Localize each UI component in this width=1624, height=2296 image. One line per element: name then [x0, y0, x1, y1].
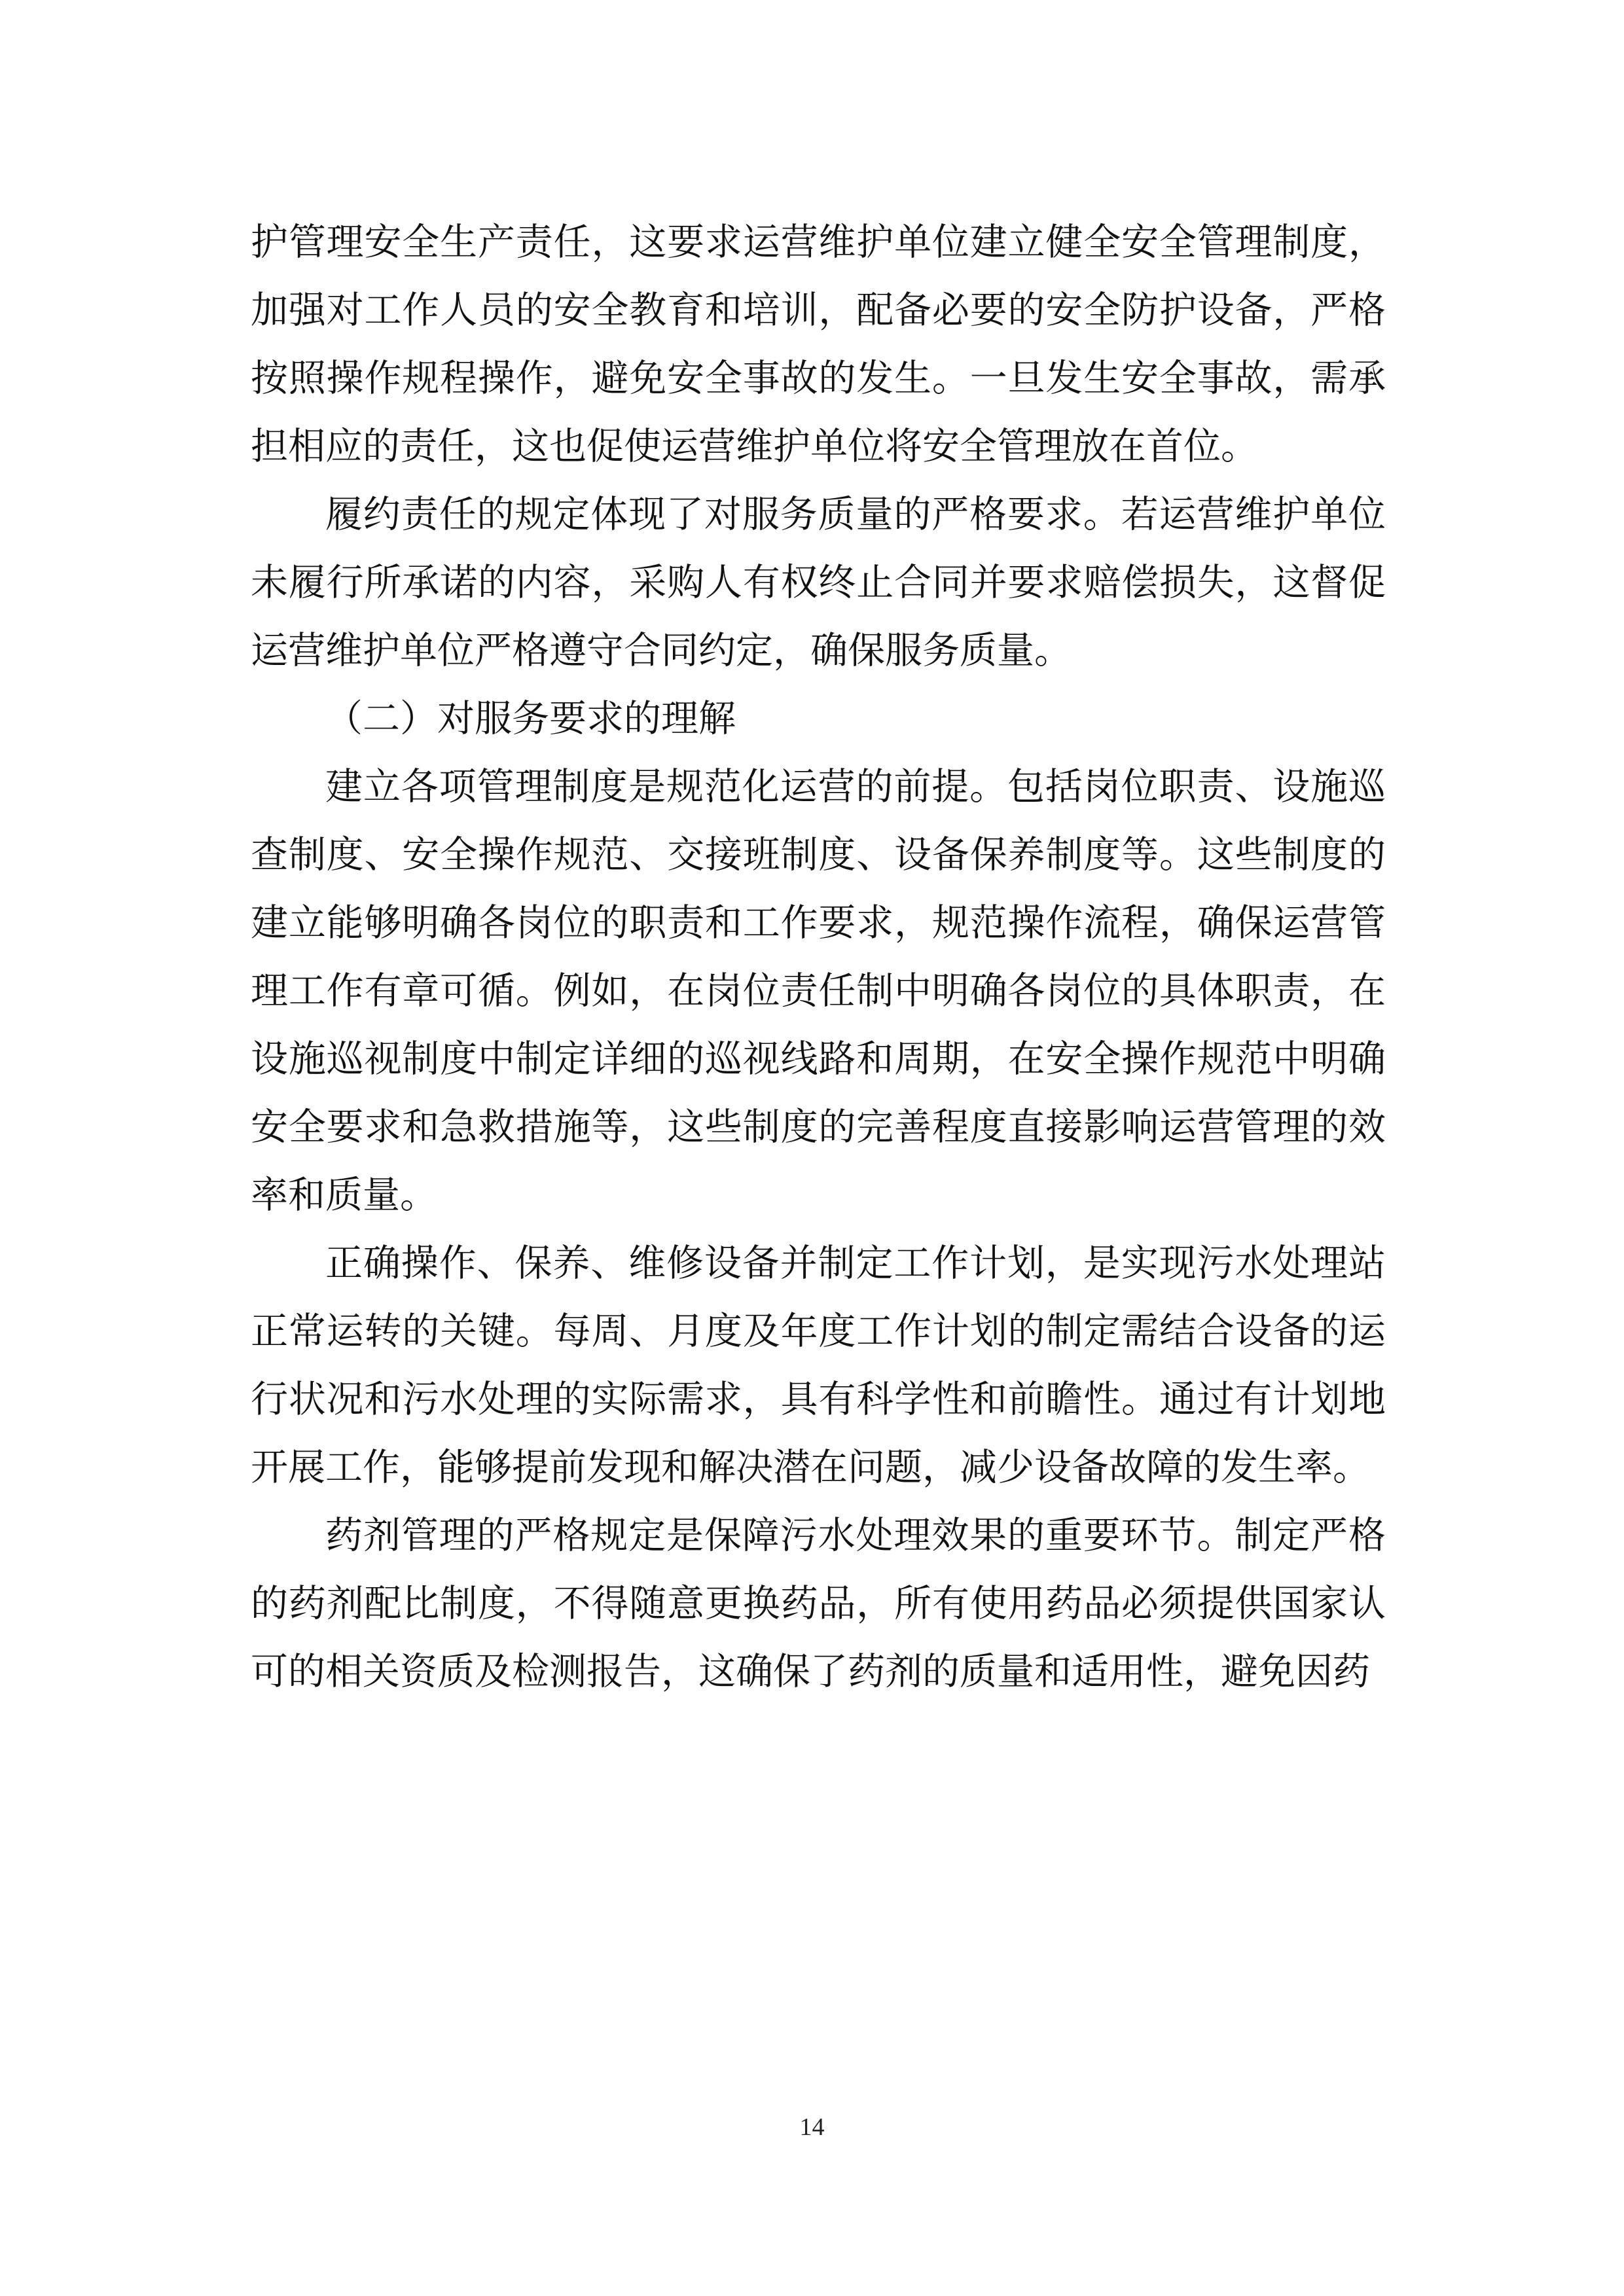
page-number: 14: [799, 2113, 825, 2141]
section-heading-service-requirements: （二）对服务要求的理解: [325, 697, 736, 740]
paragraph-equipment-work-plan: 正确操作、保养、维修设备并制定工作计划，是实现污水处理站正常运转的关键。每周、月度及年度工作计划的制定需结合设备的运行状况和污水处理的实际需求，具有科学性和前瞻性。通过有计划地开展工作，能够提前发现和解决潜在问题，减少设备故障的发生率。: [251, 1242, 1386, 1489]
paragraph-chemical-management: 药剂管理的严格规定是保障污水处理效果的重要环节。制定严格的药剂配比制度，不得随意更换药品，所有使用药品必须提供国家认可的相关资质及检测报告，这确保了药剂的质量和适用性，避免因药: [251, 1514, 1386, 1693]
document-body: [251, 208, 1386, 1706]
paragraph-performance-responsibility: 履约责任的规定体现了对服务质量的严格要求。若运营维护单位未履行所承诺的内容，采购人有权终止合同并要求赔偿损失，这督促运营维护单位严格遵守合同约定，确保服务质量。: [251, 493, 1386, 672]
paragraph-management-systems: 建立各项管理制度是规范化运营的前提。包括岗位职责、设施巡查制度、安全操作规范、交接班制度、设备保养制度等。这些制度的建立能够明确各岗位的职责和工作要求，规范操作流程，确保运营管理工作有章可循。例如，在岗位责任制中明确各岗位的具体职责，在设施巡视制度中制定详细的巡视线路和周期，在安全操作规范中明确安全要求和急救措施等，这些制度的完善程度直接影响运营管理的效率和质量。: [251, 765, 1386, 1217]
paragraph-safety-responsibility: 护管理安全生产责任，这要求运营维护单位建立健全安全管理制度，加强对工作人员的安全教育和培训，配备必要的安全防护设备，严格按照操作规程操作，避免安全事故的发生。一旦发生安全事故，需承担相应的责任，这也促使运营维护单位将安全管理放在首位。: [251, 221, 1386, 468]
